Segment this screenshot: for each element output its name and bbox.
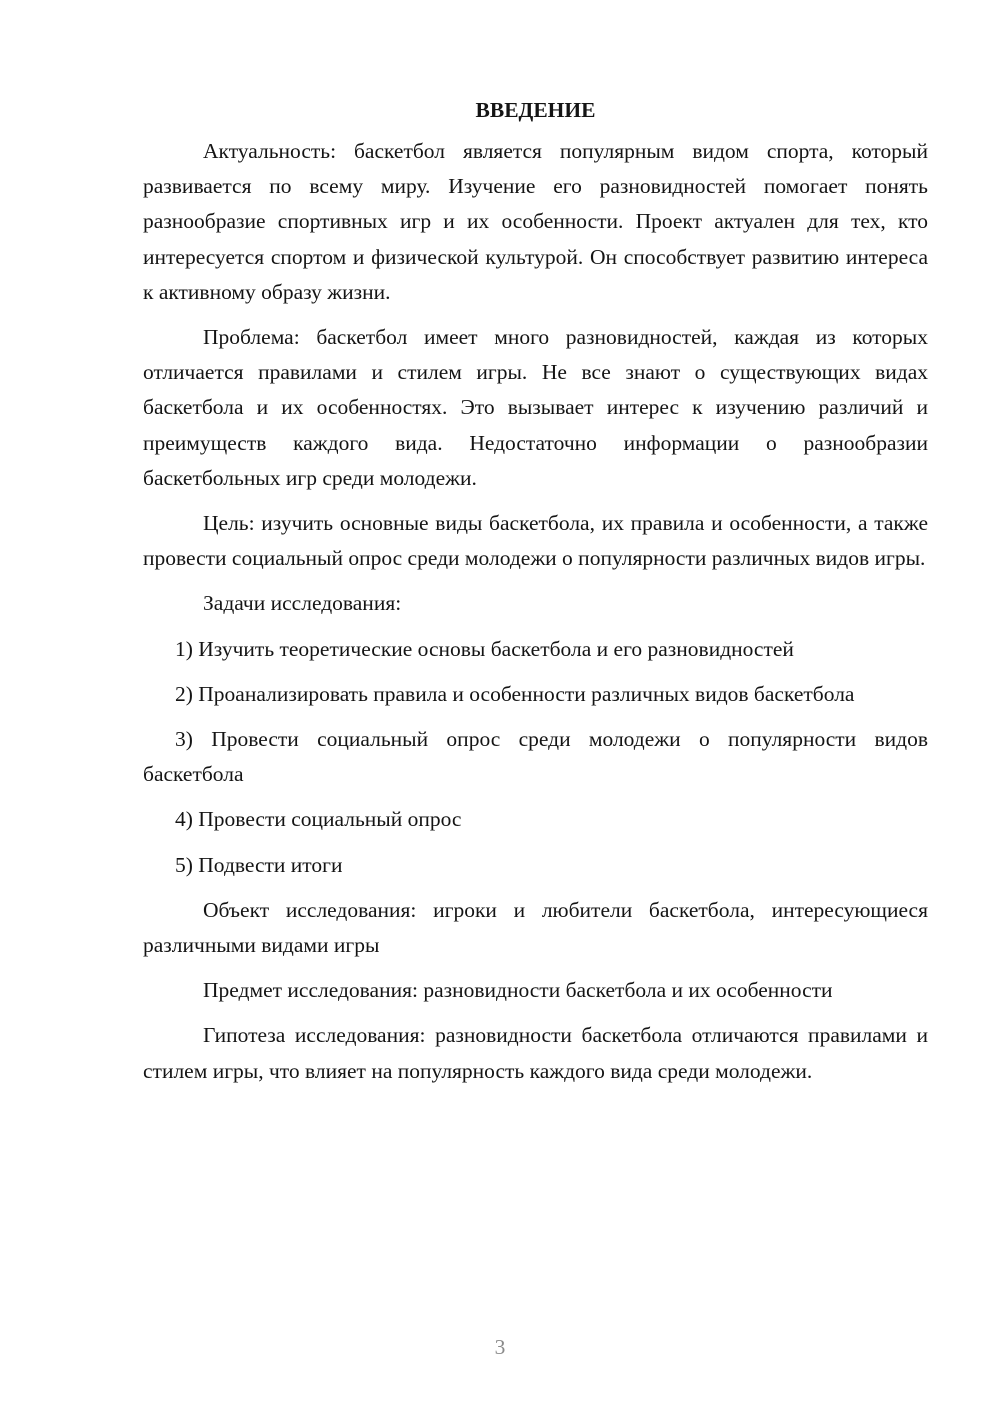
page-number: 3 <box>494 1335 506 1359</box>
task-item: 3) Провести социальный опрос среди молодежи о популярности видов баскетбола <box>143 727 928 787</box>
section-title: ВВЕДЕНИЕ <box>475 98 596 122</box>
task-item: 4) Провести социальный опрос <box>175 807 462 832</box>
task-item: 5) Подвести итоги <box>175 852 343 877</box>
object-paragraph: Объект исследования: игроки и любители баскетбола, интересующиеся различными видами игры <box>143 897 928 958</box>
problem-paragraph: Проблема: баскетбол имеет много разновидностей, каждая из которых отличается правилами и стилем игры. Не все знают о существующих видах баскетбола и их особенностях. Это вызывает интерес к изучению различий и преимуществ каждого вида. Недостаточно информации о разнообразии баскетбольных игр среди молодежи. <box>143 325 928 490</box>
tasks-heading: Задачи исследования: <box>203 591 402 616</box>
task-item: 1) Изучить теоретические основы баскетбола и его разновидностей <box>175 636 794 661</box>
document-page <box>143 92 928 1099</box>
subject-paragraph: Предмет исследования: разновидности баскетбола и их особенности <box>203 978 833 1003</box>
goal-paragraph: Цель: изучить основные виды баскетбола, их правила и особенности, а также провести социальный опрос среди молодежи о популярности различных видов игры. <box>143 511 928 571</box>
relevance-paragraph: Актуальность: баскетбол является популярным видом спорта, который развивается по всему миру. Изучение его разновидностей помогает понять разнообразие спортивных игр и их особенности. Проект актуален для тех, кто интересуется спортом и физической культурой. Он способствует развитию интереса к активному образу жизни. <box>143 139 928 304</box>
hypothesis-paragraph: Гипотеза исследования: разновидности баскетбола отличаются правилами и стилем игры, что влияет на популярность каждого вида среди молодежи. <box>143 1023 928 1083</box>
task-item: 2) Проанализировать правила и особенности различных видов баскетбола <box>175 681 855 706</box>
